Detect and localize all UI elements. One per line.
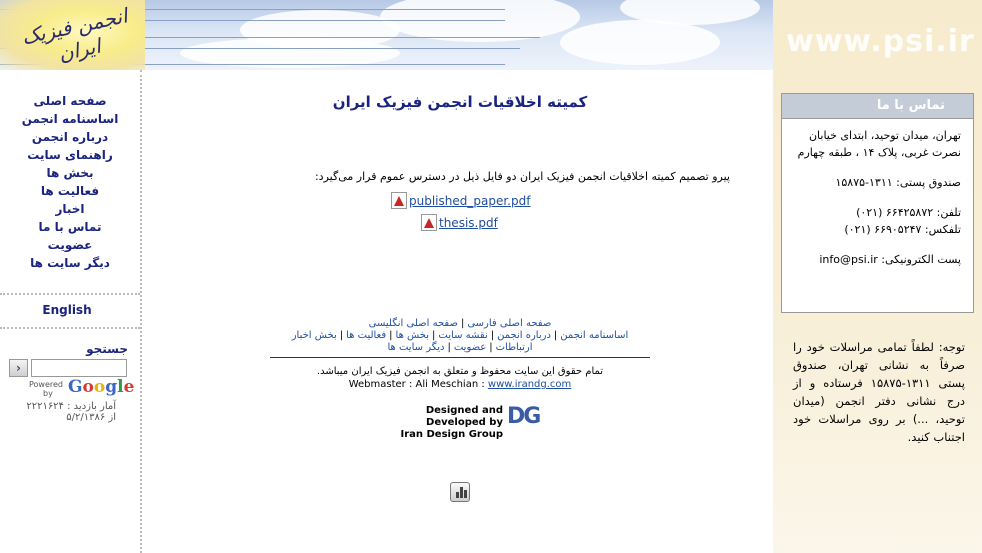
sidebar-item-statute[interactable]: اساسنامه انجمن	[21, 112, 119, 126]
footer-links: صفحه اصلی فارسی|صفحه اصلی انگلیسی اساسنامه انجمن|درباره انجمن|نقشه سایت|بخش ها|فعالیت ها|بخش اخبار ارتباطات|عضویت|دیگر سایت ها	[291, 318, 629, 353]
footer-link[interactable]: ارتباطات	[495, 342, 533, 353]
visit-since: از ۵/۲/۱۳۸۶	[66, 412, 116, 423]
visit-stats	[0, 401, 116, 423]
footer-divider	[270, 357, 650, 358]
sidebar-nav	[0, 92, 140, 272]
footer-link[interactable]: درباره انجمن	[497, 330, 551, 341]
sidebar	[0, 72, 140, 553]
sidebar-item-sections[interactable]: بخش ها	[46, 166, 94, 180]
footer-link[interactable]: صفحه اصلی فارسی	[467, 318, 552, 329]
page-title: کمیته اخلاقیات انجمن فیزیک ایران	[332, 93, 588, 111]
footer-link[interactable]: صفحه اصلی انگلیسی	[368, 318, 458, 329]
footer-link[interactable]: نقشه سایت	[438, 330, 488, 341]
contact-address: تهران، میدان توحید، ابتدای خیابان نصرت غربی، پلاک ۱۴ ، طبقه چهارم	[797, 129, 961, 159]
designer-logo[interactable]: DG	[507, 404, 540, 429]
sidebar-item-activities[interactable]: فعالیت ها	[40, 184, 100, 198]
footer-link[interactable]: بخش اخبار	[291, 330, 337, 341]
search-title: جستجو	[86, 342, 128, 356]
sidebar-item-membership[interactable]: عضویت	[47, 238, 93, 252]
footer-link[interactable]: دیگر سایت ها	[387, 342, 445, 353]
file-name: thesis.pdf	[439, 215, 498, 230]
sidebar-separator	[0, 293, 140, 295]
stats-counter-icon[interactable]	[450, 482, 470, 502]
logo-text: انجمن فیزیک ایران	[19, 3, 130, 66]
contact-title: تماس با ما	[782, 94, 973, 119]
intro-text: پیرو تصمیم کمیته اخلاقیات انجمن فیزیک ایران دو فایل ذیل در دسترس عموم قرار می‌گیرد:	[314, 170, 730, 183]
footer-link[interactable]: فعالیت ها	[346, 330, 387, 341]
search-input[interactable]	[31, 359, 127, 377]
search-button[interactable]: ›	[9, 359, 28, 377]
footer-link[interactable]: اساسنامه انجمن	[560, 330, 629, 341]
sidebar-item-about[interactable]: درباره انجمن	[31, 130, 109, 144]
webmaster-line: Webmaster : Ali Meschian : www.irandg.com	[348, 379, 572, 390]
sidebar-separator	[0, 327, 140, 329]
visit-count: آمار بازدید : ۲۲۲۱۶۲۴	[26, 401, 116, 412]
header-banner	[0, 0, 773, 70]
sidebar-item-other-sites[interactable]: دیگر سایت ها	[30, 256, 110, 270]
contact-box	[781, 93, 974, 313]
sidebar-item-contact[interactable]: تماس با ما	[38, 220, 102, 234]
copyright-text: تمام حقوق این سایت محفوظ و متعلق به انجمن فیزیک ایران میباشد.	[316, 366, 604, 377]
contact-phone: تلفن: ۶۶۴۲۵۸۷۲ (۰۲۱)	[856, 206, 961, 219]
contact-email: پست الکترونیکی: info@psi.ir	[819, 253, 961, 266]
sidebar-item-home[interactable]: صفحه اصلی	[33, 94, 107, 108]
file-name: published_paper.pdf	[409, 193, 531, 208]
sidebar-divider	[140, 70, 142, 553]
file-link-thesis[interactable]	[421, 214, 498, 231]
pdf-icon	[391, 192, 407, 209]
webmaster-link[interactable]: www.irandg.com	[487, 379, 572, 390]
site-url: www.psi.ir	[786, 24, 975, 59]
contact-fax: تلفکس: ۶۶۹۰۵۲۴۷ (۰۲۱)	[844, 223, 961, 236]
mail-notice: توجه: لطفاً تمامی مراسلات خود را صرفاً به نشانی تهران، صندوق پستی ۱۳۱۱-۱۵۸۷۵ فرستاده و از درج نشانی دفتر انجمن (میدان توحید، ...) بر روی مراسلات خود اجتناب کنید.	[793, 340, 965, 444]
pdf-icon	[421, 214, 437, 231]
footer-link[interactable]: بخش ها	[395, 330, 430, 341]
footer-link[interactable]: عضویت	[453, 342, 487, 353]
sidebar-item-site-guide[interactable]: راهنمای سایت	[27, 148, 113, 162]
sidebar-item-news[interactable]: اخبار	[55, 202, 85, 216]
contact-pobox: صندوق پستی: ۱۳۱۱-۱۵۸۷۵	[835, 176, 961, 189]
google-logo[interactable]: Google	[68, 377, 135, 397]
powered-by: Powered by	[29, 380, 64, 398]
designer-credit: Designed and Developed by Iran Design Group	[400, 405, 503, 440]
site-logo[interactable]	[0, 0, 145, 70]
file-link-published-paper[interactable]	[391, 192, 530, 209]
english-link[interactable]: English	[42, 303, 92, 317]
